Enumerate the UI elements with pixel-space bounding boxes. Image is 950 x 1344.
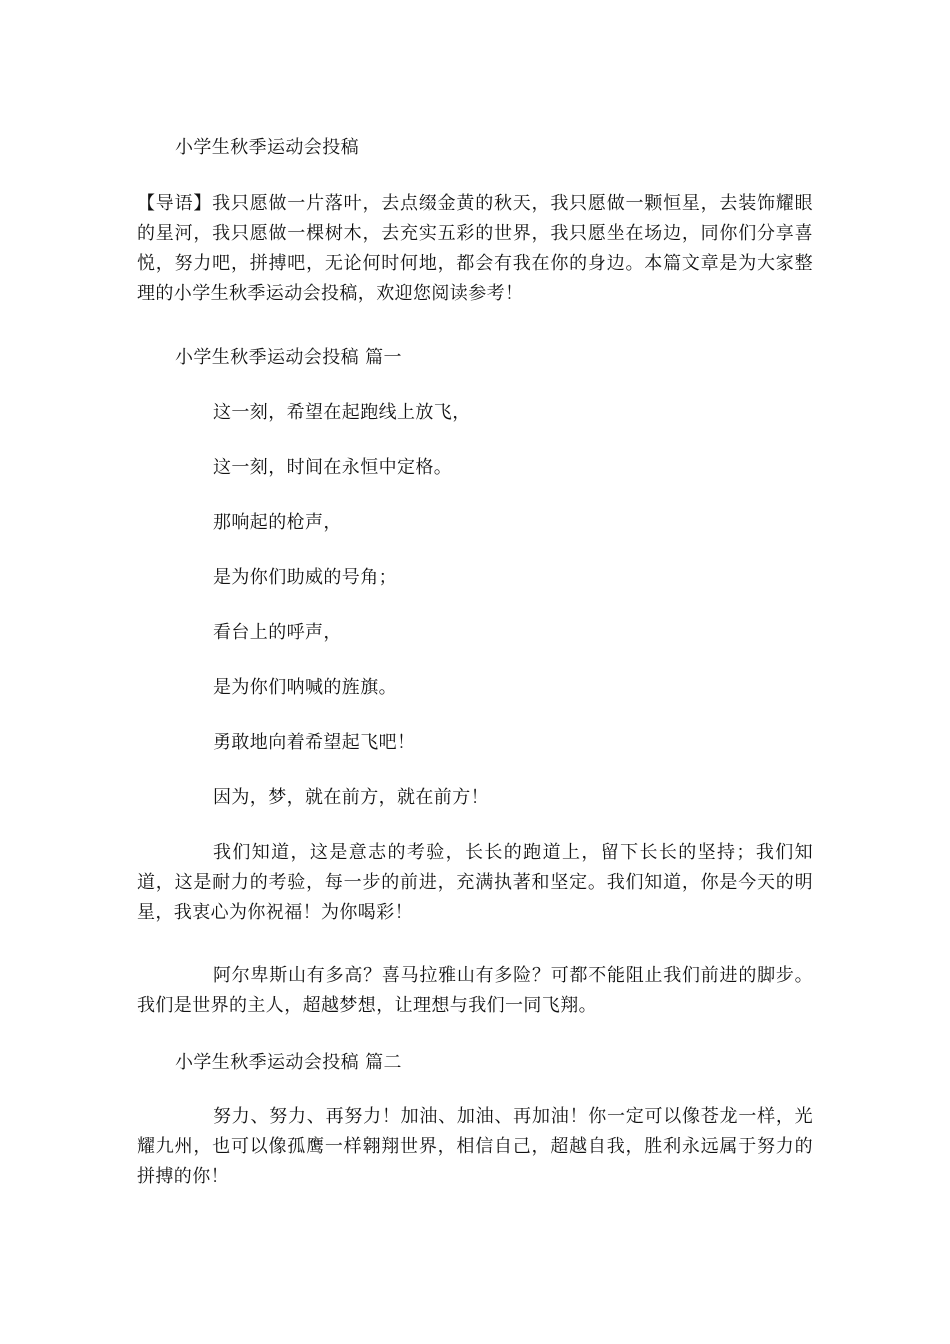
poem-line: 是为你们呐喊的旌旗。: [213, 677, 397, 698]
section1-paragraph-1: 我们知道，这是意志的考验，长长的跑道上，留下长长的坚持；我们知道，这是耐力的考验，每一步的前进，充满执著和坚定。我们知道，你是今天的明星，我衷心为你祝福！为你喝彩！: [137, 842, 813, 923]
poem-line: 这一刻，希望在起跑线上放飞，: [213, 402, 471, 423]
section2-heading: 小学生秋季运动会投稿 篇二: [175, 1052, 402, 1073]
section2-paragraph-1: 努力、努力、再努力！加油、加油、再加油！你一定可以像苍龙一样，光耀九州，也可以像孤鹰一样翱翔世界，相信自己，超越自我，胜利永远属于努力的拼搏的你！: [137, 1106, 813, 1187]
poem-line: 是为你们助威的号角；: [213, 567, 397, 588]
section1-heading: 小学生秋季运动会投稿 篇一: [175, 347, 402, 368]
poem-line: 勇敢地向着希望起飞吧！: [213, 732, 416, 753]
poem-line: 那响起的枪声，: [213, 512, 342, 533]
poem-line: 这一刻，时间在永恒中定格。: [213, 457, 453, 478]
poem-line: 看台上的呼声，: [213, 622, 342, 643]
section1-paragraph-2: 阿尔卑斯山有多高？喜马拉雅山有多险？可都不能阻止我们前进的脚步。我们是世界的主人，超越梦想，让理想与我们一同飞翔。: [137, 965, 813, 1016]
intro-paragraph: 【导语】我只愿做一片落叶，去点缀金黄的秋天，我只愿做一颗恒星，去装饰耀眼的星河，我只愿做一棵树木，去充实五彩的世界，我只愿坐在场边，同你们分享喜悦，努力吧，拼搏吧，无论何时何地，都会有我在你的身边。本篇文章是为大家整理的小学生秋季运动会投稿，欢迎您阅读参考！: [137, 193, 813, 304]
document-title: 小学生秋季运动会投稿: [175, 137, 359, 158]
poem-line: 因为，梦，就在前方，就在前方！: [213, 787, 489, 808]
